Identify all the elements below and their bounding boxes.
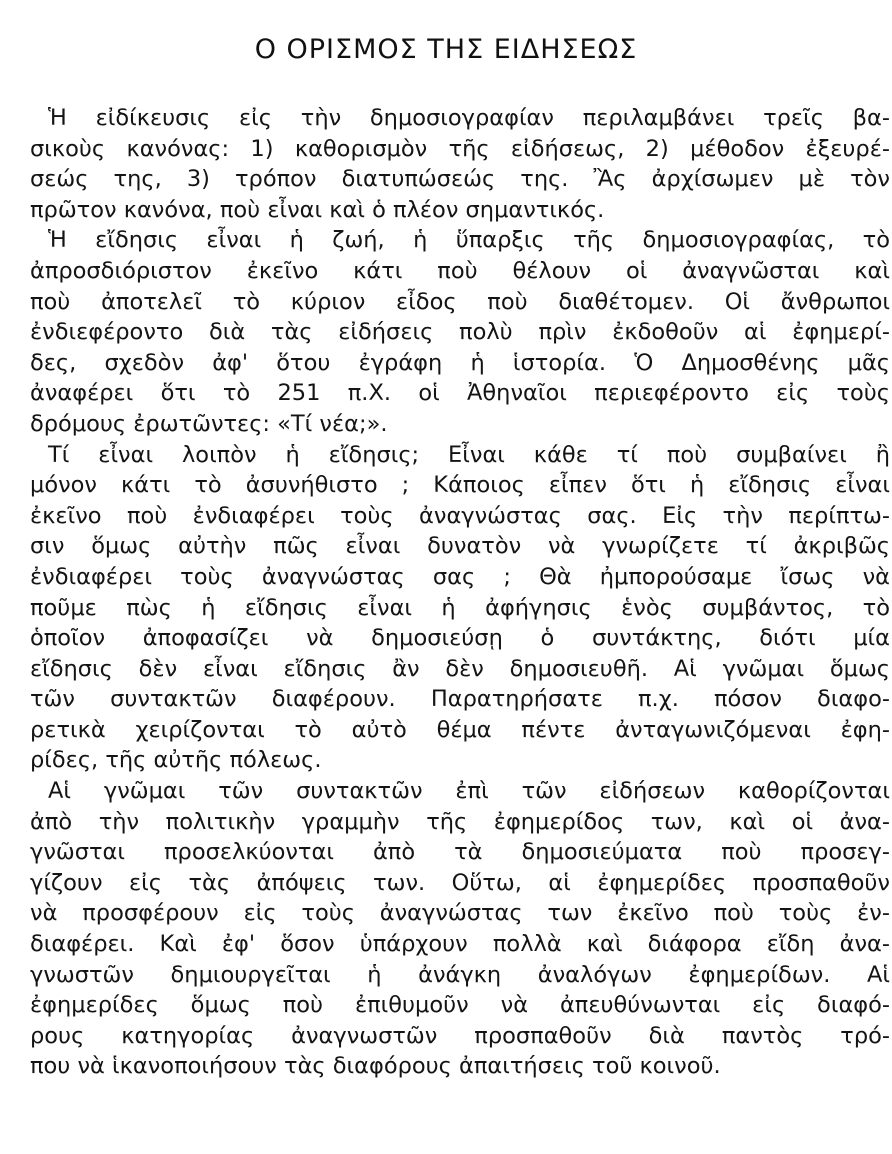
page-title: Ο ΟΡΙΣΜΟΣ ΤΗΣ ΕΙΔΗΣΕΩΣ bbox=[254, 34, 638, 65]
text-line: Ἡ εἰδίκευσις εἰς τὴν δημοσιογραφίαν περιλαμβάνει τρεῖς βα- bbox=[48, 105, 890, 131]
text-line: ποῦμε πὼς ἡ εἴδησις εἶναι ἡ ἀφήγησις ἑνὸς συμβάντος, τὸ bbox=[30, 594, 890, 621]
text-line: ἐνδιαφέρει τοὺς ἀναγνώστας σας ; Θὰ ἠμπορούσαμε ἴσως νὰ bbox=[30, 563, 890, 590]
text-line: ἀναφέρει ὅτι τὸ 251 π.Χ. οἱ Ἀθηναῖοι περιεφέροντο εἰς τοὺς bbox=[30, 380, 890, 407]
text-line: ἀπροσδιόριστον ἐκεῖνο κάτι ποὺ θέλουν οἱ ἀναγνῶσται καὶ bbox=[30, 257, 890, 284]
text-line: σιν ὅμως αὐτὴν πῶς εἶναι δυνατὸν νὰ γνωρίζετε τί ἀκριβῶς bbox=[30, 533, 890, 560]
text-line: μόνον κάτι τὸ ἀσυνήθιστο ; Κάποιος εἶπεν ὅτι ἡ εἴδησις εἶναι bbox=[30, 472, 890, 499]
text-line: δρόμους ἐρωτῶντες: «Τί νέα;». bbox=[30, 410, 388, 437]
text-line: γνῶσται προσελκύονται ἀπὸ τὰ δημοσιεύματα ποὺ προσεγ- bbox=[30, 839, 890, 866]
text-line: πρῶτον κανόνα, ποὺ εἶναι καὶ ὁ πλέον σημαντικός. bbox=[30, 196, 605, 223]
text-line: γνωστῶν δημιουργεῖται ἡ ἀνάγκη ἀναλόγων ἐφημερίδων. Αἱ bbox=[30, 961, 890, 988]
text-line: ρους κατηγορίας ἀναγνωστῶν προσπαθοῦν διὰ παντὸς τρό- bbox=[30, 1022, 890, 1049]
text-line: νὰ προσφέρουν εἰς τοὺς ἀναγνώστας των ἐκεῖνο ποὺ τοὺς ἐν- bbox=[30, 900, 890, 927]
text-line: ἐφημερίδες ὅμως ποὺ ἐπιθυμοῦν νὰ ἀπευθύνωνται εἰς διαφό- bbox=[30, 992, 890, 1019]
text-line: σικοὺς κανόνας: 1) καθορισμὸν τῆς εἰδήσεως, 2) μέθοδον ἐξευρέ- bbox=[30, 135, 890, 162]
body-text bbox=[30, 103, 890, 1082]
text-line: τῶν συντακτῶν διαφέρουν. Παρατηρήσατε π.χ. πόσον διαφο- bbox=[30, 686, 890, 713]
text-line: διαφέρει. Καὶ ἐφ' ὅσον ὑπάρχουν πολλὰ καὶ διάφορα εἴδη ἀνα- bbox=[30, 931, 890, 958]
text-line: ποὺ ἀποτελεῖ τὸ κύριον εἶδος ποὺ διαθέτομεν. Οἱ ἄνθρωποι bbox=[30, 288, 890, 315]
text-line: σεώς της, 3) τρόπον διατυπώσεώς της. Ἂς ἀρχίσωμεν μὲ τὸν bbox=[30, 166, 890, 193]
text-line: Τί εἶναι λοιπὸν ἡ εἴδησις; Εἶναι κάθε τί ποὺ συμβαίνει ἢ bbox=[48, 441, 890, 468]
text-line: ἐνδιεφέροντο διὰ τὰς εἰδήσεις πολὺ πρὶν ἐκδοθοῦν αἱ ἐφημερί- bbox=[30, 319, 890, 346]
text-line: εἴδησις δὲν εἶναι εἴδησις ἂν δὲν δημοσιευθῆ. Αἱ γνῶμαι ὅμως bbox=[30, 655, 890, 682]
text-line: ρετικὰ χειρίζονται τὸ αὐτὸ θέμα πέντε ἀνταγωνιζόμεναι ἐφη- bbox=[30, 716, 890, 743]
text-line: ὁποῖον ἀποφασίζει νὰ δημοσιεύσῃ ὁ συντάκτης, διότι μία bbox=[30, 625, 890, 652]
text-line: δες, σχεδὸν ἀφ' ὅτου ἐγράφη ἡ ἱστορία. Ὁ Δημοσθένης μᾶς bbox=[30, 349, 890, 376]
text-line: που νὰ ἱκανοποιήσουν τὰς διαφόρους ἀπαιτήσεις τοῦ κοινοῦ. bbox=[30, 1053, 721, 1080]
text-line: ρίδες, τῆς αὐτῆς πόλεως. bbox=[30, 747, 322, 774]
text-line: γίζουν εἰς τὰς ἀπόψεις των. Οὕτω, αἱ ἐφημερίδες προσπαθοῦν bbox=[30, 869, 890, 896]
text-line: Ἡ εἴδησις εἶναι ἡ ζωή, ἡ ὕπαρξις τῆς δημοσιογραφίας, τὸ bbox=[48, 227, 890, 254]
text-line: ἐκεῖνο ποὺ ἐνδιαφέρει τοὺς ἀναγνώστας σας. Εἰς τὴν περίπτω- bbox=[30, 502, 890, 529]
text-line: ἀπὸ τὴν πολιτικὴν γραμμὴν τῆς ἐφημερίδος των, καὶ οἱ ἀνα- bbox=[30, 808, 890, 835]
text-line: Αἱ γνῶμαι τῶν συντακτῶν ἐπὶ τῶν εἰδήσεων καθορίζονται bbox=[48, 778, 890, 805]
